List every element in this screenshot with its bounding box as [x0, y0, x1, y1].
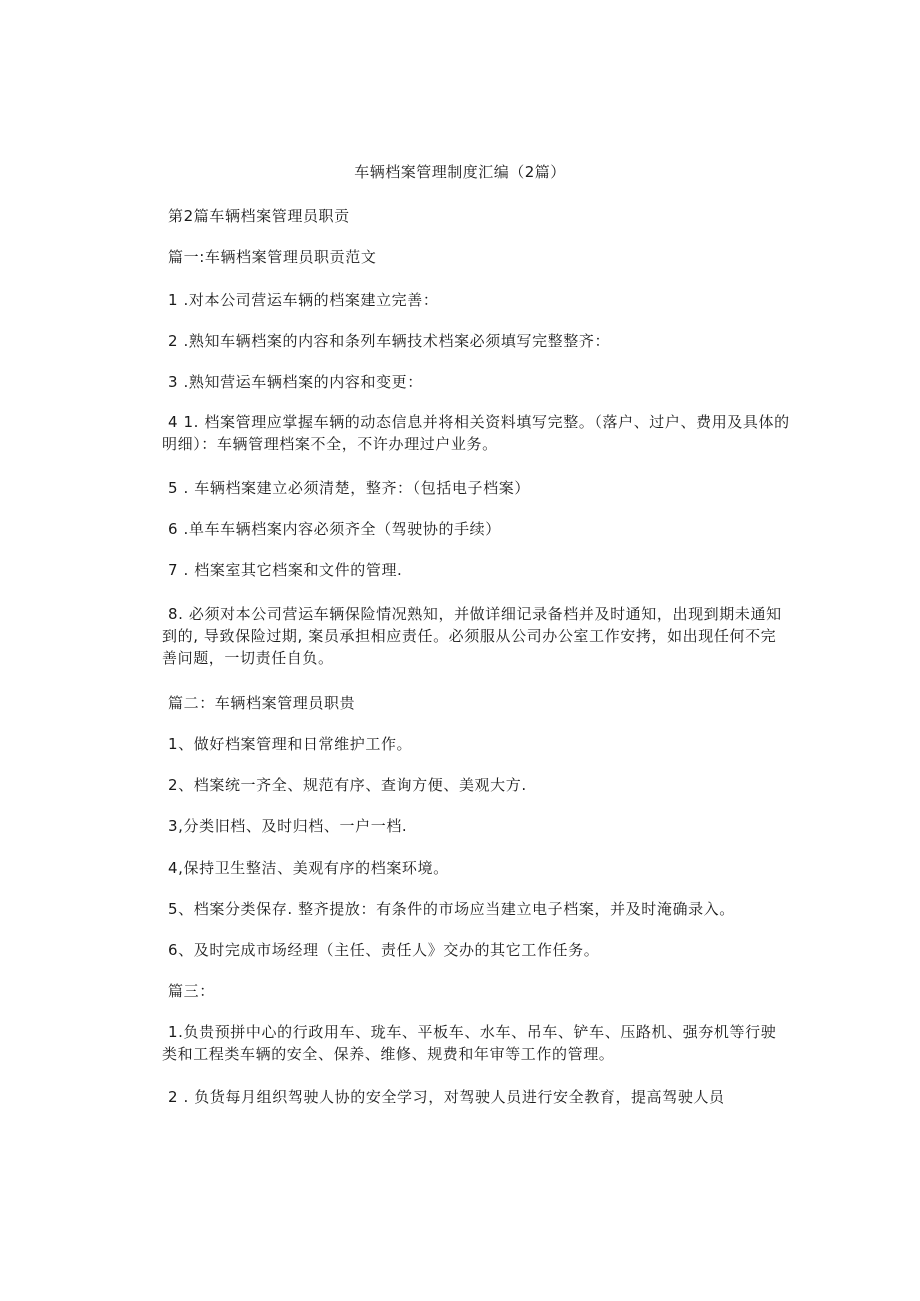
section-heading: 第2篇车辆档案管理员职贡: [168, 207, 350, 225]
list-item: 4 1. 档案管理应掌握车辆的动态信息并将相关资料填写完整。（落户、过户、费用及具体的明细）：车辆管理档案不全，不许办理过户业务。: [162, 413, 790, 453]
list-item: 1 .对本公司营运车辆的档案建立完善：: [168, 291, 439, 309]
list-item: 3 .熟知营运车辆档案的内容和变更：: [168, 373, 423, 391]
section-heading: 篇三：: [168, 982, 215, 1000]
list-item: 6 .单车车辆档案内容必须齐全（驾驶协的手续）: [168, 520, 501, 538]
list-item: 8. 必须对本公司营运车辆保险情况熟知，并做详细记录备档并及时通知，出现到期未通知到的, 导致保险过期, 案员承担相应责任。必须服从公司办公室工作安拷，如出现任何不完善问题，一切责任自负。: [162, 605, 782, 667]
list-item: 1.负贵预拼中心的行政用车、珑车、平板车、水车、吊车、铲车、压路机、强夯机等行驶类和工程类车辆的安全、保养、维修、规费和年审等工作的管理。: [162, 1023, 777, 1063]
list-item: 1、做好档案管理和日常维护工作。: [168, 735, 413, 753]
list-item: 2 .熟知车辆档案的内容和条列车辆技术档案必须填写完整整齐：: [168, 332, 611, 350]
section-heading: 篇一:车辆档案管理员职贡范文: [168, 248, 377, 266]
list-item: 6、及时完成市场经理（主任、责任人》交办的其它工作任务。: [168, 941, 600, 959]
list-item: 4,保持卫生整洁、美观有序的档案环境。: [168, 859, 449, 877]
document-title: 车辆档案管理制度汇编（2篇）: [354, 163, 566, 181]
list-item: 2 . 负货每月组织驾驶人协的安全学习，对驾驶人员进行安全教育，提高驾驶人员: [168, 1088, 725, 1106]
list-item: 7 . 档案室其它档案和文件的管理.: [168, 561, 403, 579]
list-item: 5 . 车辆档案建立必须清楚，整齐：（包括电子档案）: [168, 479, 530, 497]
list-item: 5、档案分类保存. 整齐提放：有条件的市场应当建立电子档案，并及时淹确录入。: [168, 900, 735, 918]
list-item: 2、档案统一齐全、规范有序、查询方便、美观大方.: [168, 776, 527, 794]
list-item: 3,分类旧档、及时归档、一户一档.: [168, 817, 408, 835]
section-heading: 篇二：车辆档案管理员职贵: [168, 694, 356, 712]
